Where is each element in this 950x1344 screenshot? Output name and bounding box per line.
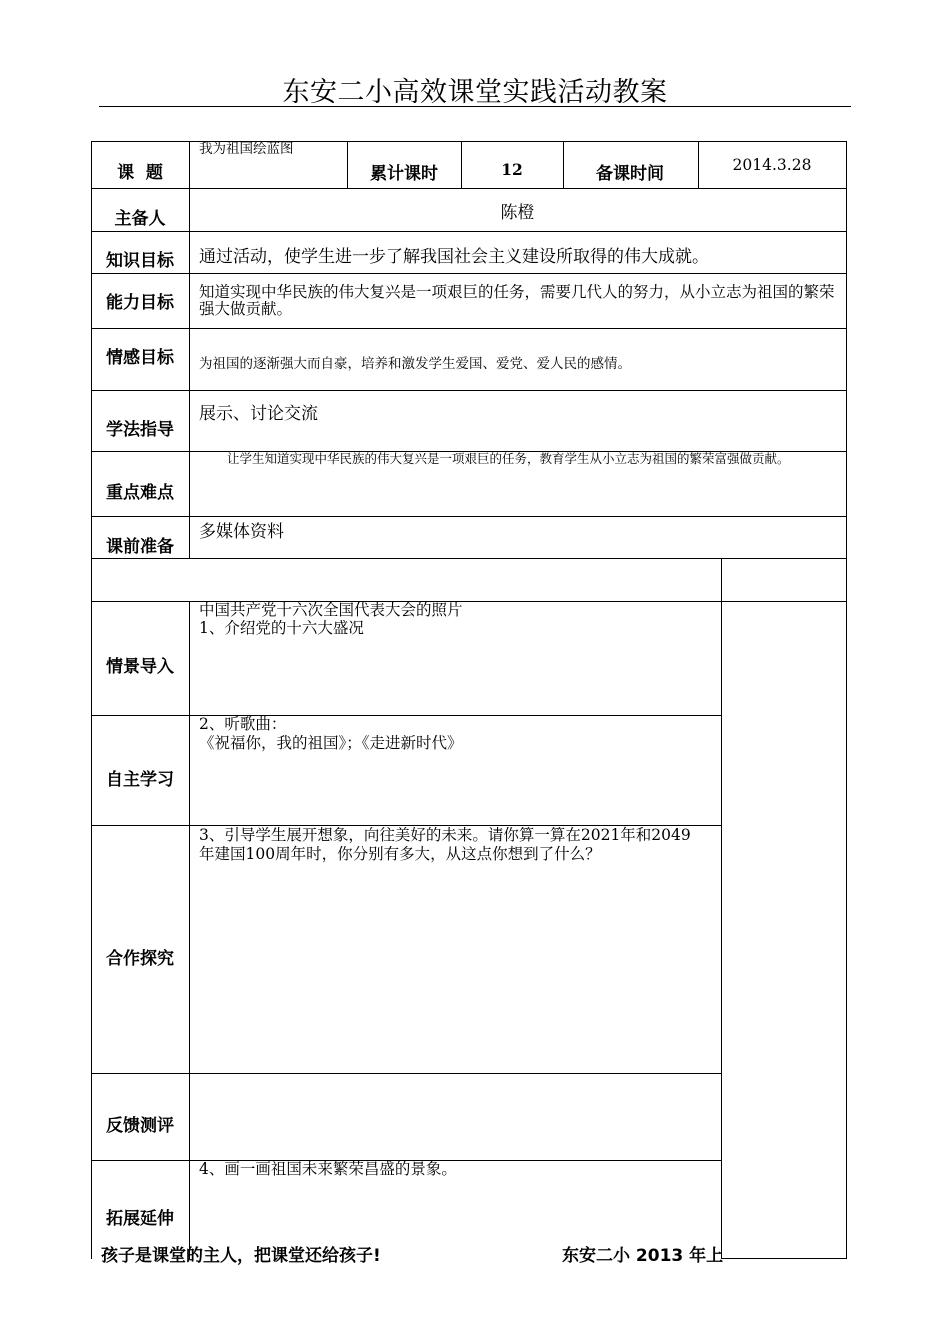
page-title: 东安二小高效课堂实践活动教案 bbox=[282, 77, 668, 108]
row-divider bbox=[91, 328, 847, 329]
footer-school: 东安二小 2013 年上 bbox=[562, 1246, 724, 1266]
self-study-label: 自主学习 bbox=[106, 770, 174, 790]
intro-section-label: 情景导入 bbox=[106, 657, 174, 677]
title-underline bbox=[99, 106, 851, 107]
key-points-value: 让学生知道实现中华民族的伟大复兴是一项艰巨的任务，教育学生从小立志为祖国的繁荣富强做贡献。 bbox=[227, 451, 790, 466]
knowledge-goal-label: 知识目标 bbox=[106, 251, 174, 271]
topic-label: 课 题 bbox=[117, 163, 163, 183]
knowledge-goal-value: 通过活动，使学生进一步了解我国社会主义建设所取得的伟大成就。 bbox=[199, 247, 709, 267]
header-cell-divider bbox=[347, 141, 348, 188]
row-divider bbox=[91, 231, 847, 232]
extension-line-1: 4、画一画祖国未来繁荣昌盛的景象。 bbox=[199, 1160, 457, 1178]
cooperation-line-1: 3、引导学生展开想象，向往美好的未来。请你算一算在2021年和2049 bbox=[199, 826, 691, 844]
extension-label: 拓展延伸 bbox=[106, 1209, 174, 1229]
preparer-label: 主备人 bbox=[114, 209, 166, 229]
cooperation-line-2: 年建国100周年时，你分别有多大，从这点你想到了什么？ bbox=[199, 845, 601, 863]
hours-value: 12 bbox=[501, 160, 523, 179]
self-study-line-1: 2、听歌曲： bbox=[199, 715, 287, 733]
ability-goal-value: 知道实现中华民族的伟大复兴是一项艰巨的任务，需要几代人的努力，从小立志为祖国的繁荣强大做贡献。 bbox=[199, 283, 835, 318]
footer-slogan: 孩子是课堂的主人，把课堂还给孩子! bbox=[101, 1246, 381, 1266]
row-divider bbox=[91, 558, 847, 559]
cooperation-label: 合作探究 bbox=[106, 949, 174, 969]
emotion-goal-label: 情感目标 bbox=[106, 348, 174, 368]
ability-goal-label: 能力目标 bbox=[106, 293, 174, 313]
topic-value: 我为祖国绘蓝图 bbox=[199, 141, 294, 157]
row-divider bbox=[91, 516, 847, 517]
prep-time-label: 备课时间 bbox=[596, 164, 664, 184]
emotion-goal-value: 为祖国的逐渐强大而自豪，培养和激发学生爱国、爱党、爱人民的感情。 bbox=[199, 356, 631, 372]
method-label: 学法指导 bbox=[106, 420, 174, 440]
row-divider bbox=[91, 273, 847, 274]
intro-line-2: 1、介绍党的十六大盛况 bbox=[199, 619, 364, 637]
header-cell-divider bbox=[563, 141, 564, 188]
row-divider bbox=[91, 188, 847, 189]
prep-time-value: 2014.3.28 bbox=[732, 156, 812, 174]
preparation-label: 课前准备 bbox=[106, 537, 174, 557]
method-value: 展示、讨论交流 bbox=[199, 404, 318, 424]
hours-label: 累计课时 bbox=[370, 164, 438, 184]
self-study-line-2: 《祝福你，我的祖国》；《走进新时代》 bbox=[199, 734, 463, 752]
label-column-divider bbox=[189, 601, 190, 1259]
preparation-value: 多媒体资料 bbox=[199, 522, 284, 542]
preparer-value: 陈橙 bbox=[500, 203, 535, 223]
table-border-right bbox=[846, 141, 847, 1259]
row-divider bbox=[91, 1073, 721, 1074]
table-border-bottom bbox=[721, 1258, 847, 1259]
row-divider bbox=[91, 390, 847, 391]
row-divider bbox=[91, 715, 721, 716]
right-column-divider bbox=[721, 558, 722, 1259]
intro-line-1: 中国共产党十六次全国代表大会的照片 bbox=[199, 601, 463, 619]
feedback-label: 反馈测评 bbox=[106, 1116, 174, 1136]
key-points-label: 重点难点 bbox=[106, 483, 174, 503]
